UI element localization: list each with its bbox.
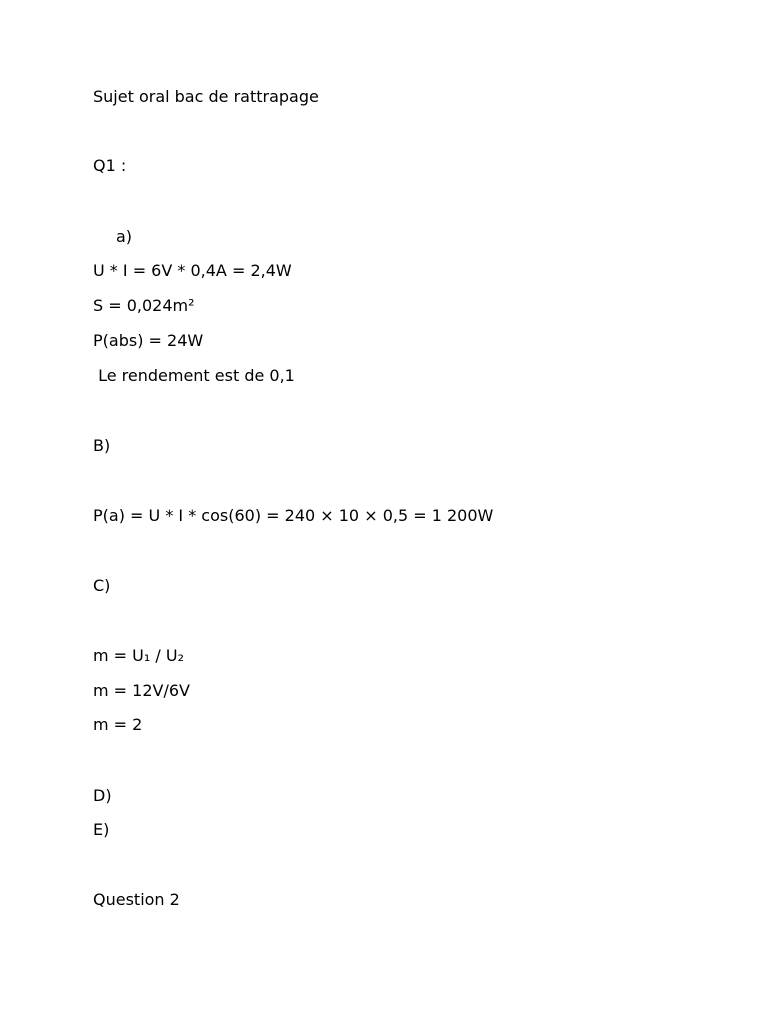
part-e-label: E): [93, 820, 110, 839]
part-b-line: P(a) = U * I * cos(60) = 240 × 10 × 0,5 = 1 200W: [93, 506, 494, 525]
part-a-line: P(abs) = 24W: [93, 331, 204, 350]
document-title: Sujet oral bac de rattrapage: [93, 87, 319, 106]
part-a-line: U * I = 6V * 0,4A = 2,4W: [93, 261, 292, 280]
part-c-line: m = 2: [93, 715, 143, 734]
part-c-line: m = U₁ / U₂: [93, 646, 184, 665]
question-2-heading: Question 2: [93, 890, 180, 909]
question-1-heading: Q1 :: [93, 156, 127, 175]
part-a-line: Le rendement est de 0,1: [93, 366, 295, 385]
part-c-line: m = 12V/6V: [93, 681, 190, 700]
part-b-label: B): [93, 436, 111, 455]
part-a-line: S = 0,024m²: [93, 296, 195, 315]
part-c-label: C): [93, 576, 111, 595]
part-d-label: D): [93, 786, 112, 805]
part-a-label: a): [116, 227, 133, 246]
